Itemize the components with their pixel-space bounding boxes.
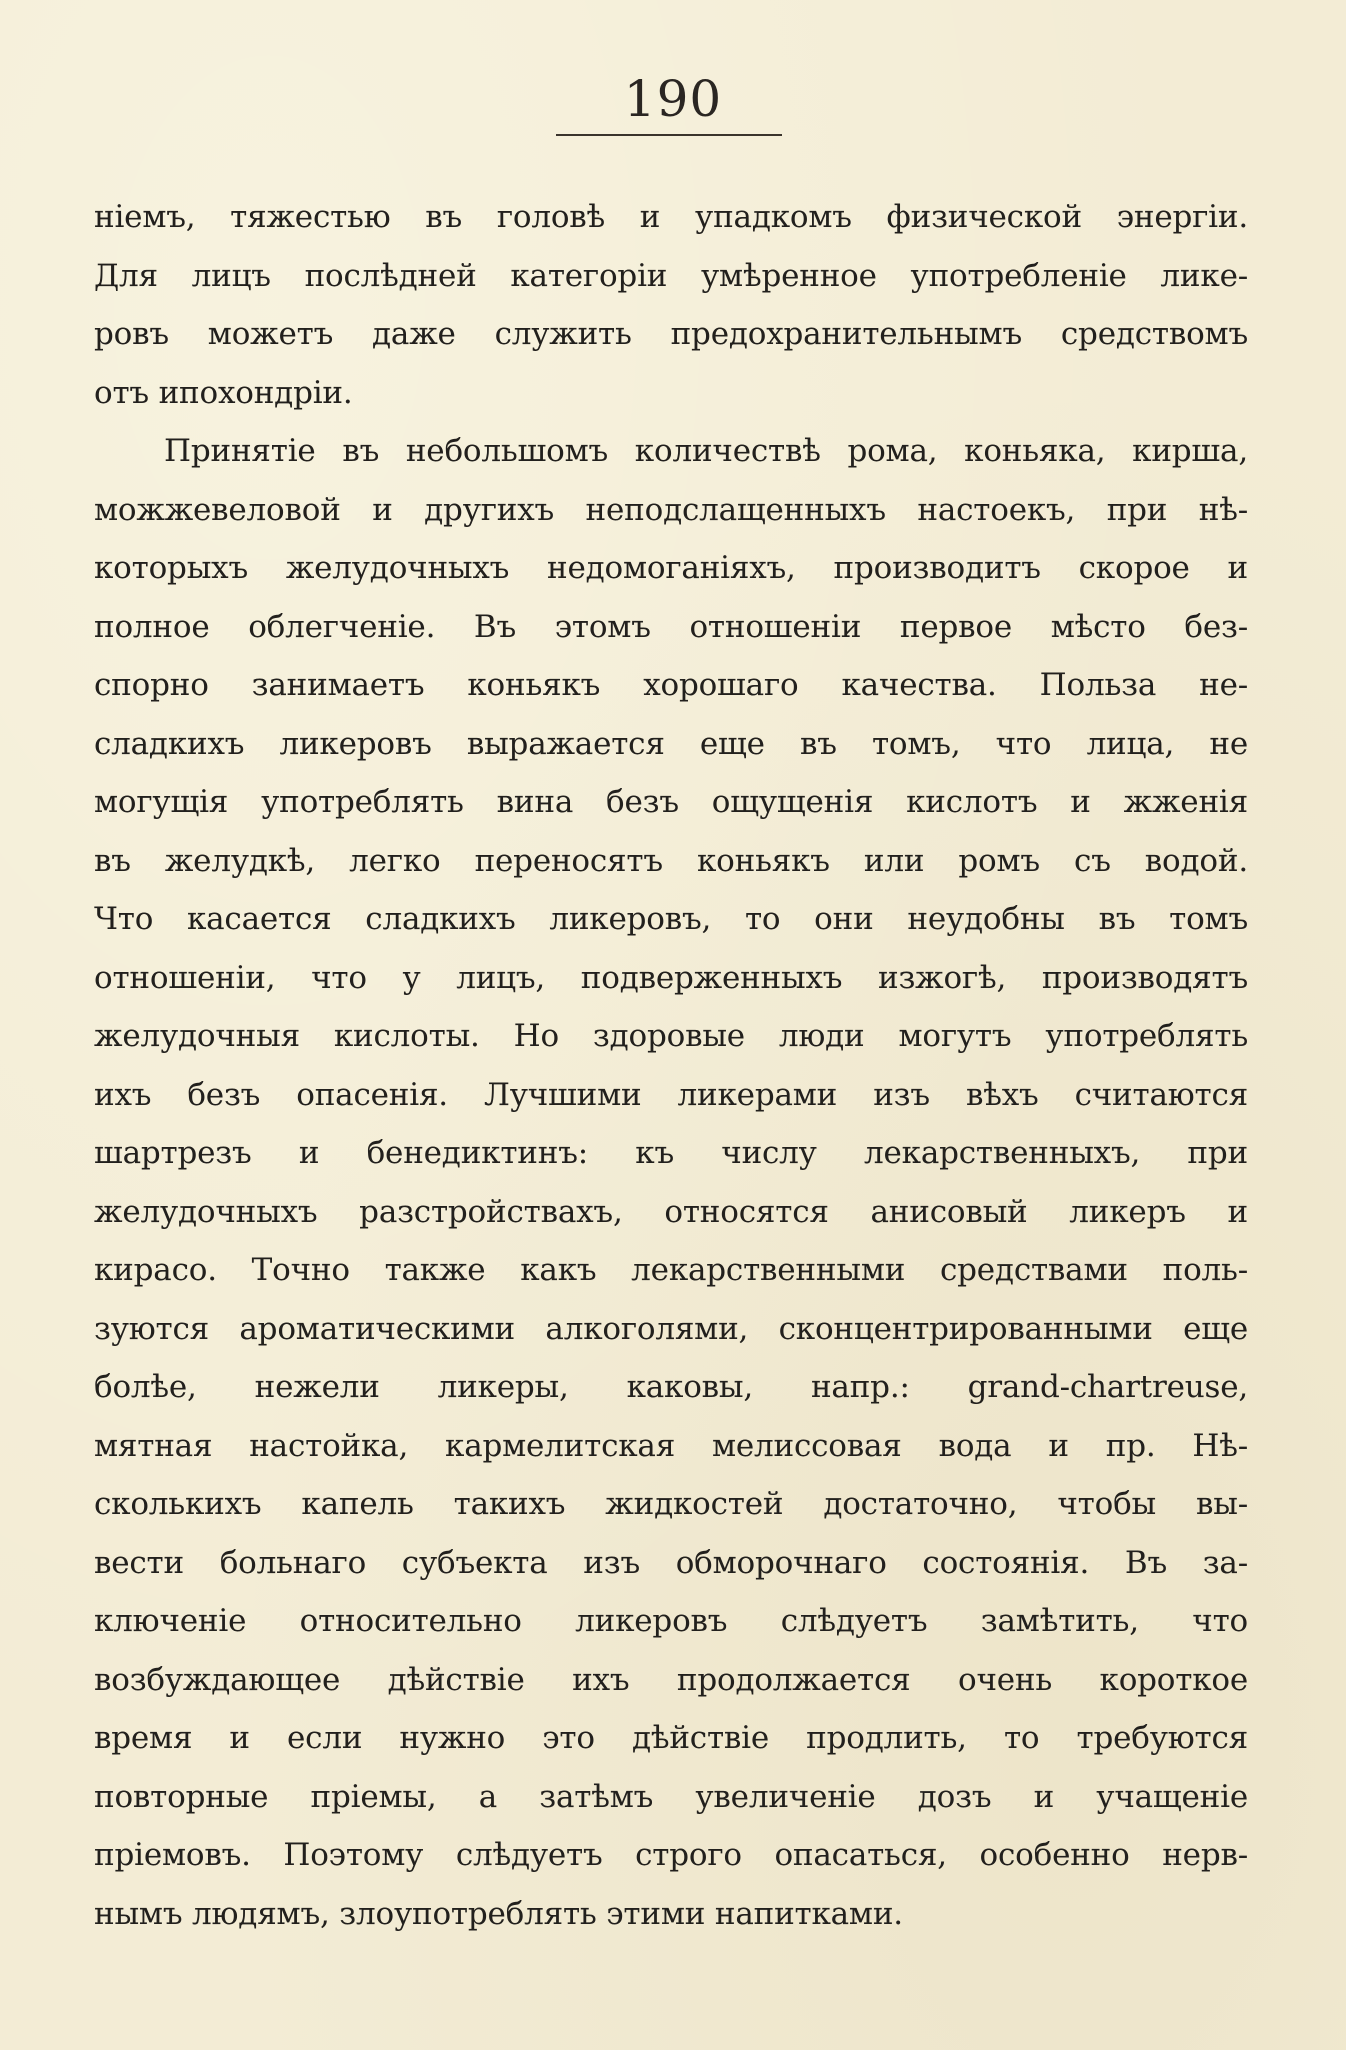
text-line: нымъ людямъ, злоупотреблять этими напитками.	[94, 1895, 903, 1932]
text-line: повторные пріемы, а затѣмъ увеличеніе дозъ и учащеніе	[94, 1778, 1248, 1815]
text-line: время и если нужно это дѣйствіе продлить, то требуются	[94, 1720, 1248, 1756]
body-text	[94, 188, 1248, 1943]
text-line: пріемовъ. Поэтому слѣдуетъ строго опасаться, особенно нерв-	[94, 1837, 1248, 1873]
text-line: желудочныхъ разстройствахъ, относятся анисовый ликеръ и	[94, 1193, 1248, 1230]
text-line: ихъ безъ опасенія. Лучшими ликерами изъ вѣхъ считаются	[94, 1076, 1248, 1113]
text-line: Принятіе въ небольшомъ количествѣ рома, коньяка, кирша,	[164, 433, 1248, 469]
text-line: сладкихъ ликеровъ выражается еще въ томъ, что лица, не	[94, 725, 1248, 762]
text-line: ключеніе относительно ликеровъ слѣдуетъ замѣтить, что	[94, 1603, 1248, 1639]
text-line: въ желудкѣ, легко переносятъ коньякъ или ромъ съ водой.	[94, 842, 1248, 879]
text-line: болѣе, нежели ликеры, каковы, напр.: grand-chartreuse,	[94, 1369, 1248, 1405]
text-line: шартрезъ и бенедиктинъ: къ числу лекарственныхъ, при	[94, 1135, 1248, 1171]
text-line: возбуждающее дѣйствіе ихъ продолжается очень короткое	[94, 1661, 1248, 1698]
text-line: Для лицъ послѣдней категоріи умѣренное употребленіе лике-	[94, 257, 1248, 294]
text-line: могущія употреблять вина безъ ощущенія кислотъ и жженія	[94, 784, 1248, 820]
text-line: мятная настойка, кармелитская мелиссовая вода и пр. Нѣ-	[94, 1427, 1248, 1464]
text-line: сколькихъ капель такихъ жидкостей достаточно, чтобы вы-	[94, 1486, 1248, 1522]
text-line: спорно занимаетъ коньякъ хорошаго качества. Польза не-	[94, 667, 1248, 703]
text-line: ровъ можетъ даже служить предохранительнымъ средствомъ	[94, 316, 1248, 352]
text-line: которыхъ желудочныхъ недомоганіяхъ, производитъ скорое и	[94, 550, 1248, 586]
page-number: 190	[623, 70, 723, 128]
text-line: можжевеловой и другихъ неподслащенныхъ настоекъ, при нѣ-	[94, 491, 1248, 528]
header-rule	[556, 134, 782, 136]
text-line: Что касается сладкихъ ликеровъ, то они неудобны въ томъ	[94, 901, 1248, 937]
text-line: полное облегченіе. Въ этомъ отношеніи первое мѣсто без-	[94, 608, 1248, 645]
text-line: желудочныя кислоты. Но здоровые люди могутъ употреблять	[94, 1018, 1248, 1054]
text-line: вести больнаго субъекта изъ обморочнаго состоянія. Въ за-	[94, 1544, 1248, 1581]
text-line: ніемъ, тяжестью въ головѣ и упадкомъ физической энергіи.	[94, 199, 1248, 235]
text-line: кирасо. Точно также какъ лекарственными средствами поль-	[94, 1252, 1248, 1288]
text-line: зуются ароматическими алкоголями, сконцентрированными еще	[94, 1310, 1248, 1347]
text-line: отъ ипохондріи.	[94, 374, 353, 411]
text-line: отношеніи, что у лицъ, подверженныхъ изжогѣ, производятъ	[94, 959, 1248, 996]
